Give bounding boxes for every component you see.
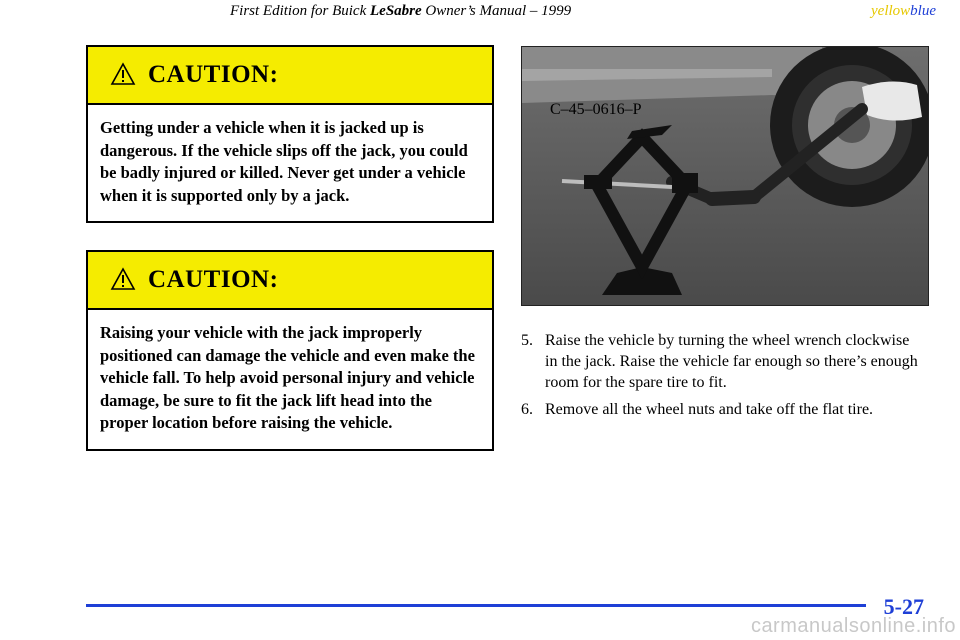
- title-model: LeSabre: [370, 3, 422, 19]
- footer-rule: [86, 604, 866, 607]
- title-suffix: Owner’s Manual – 1999: [421, 3, 572, 19]
- instruction-steps: [521, 330, 921, 426]
- caution-box-jack-position: [86, 250, 494, 451]
- warning-triangle-icon: [110, 62, 136, 86]
- figure-code: C–45–0616–P: [550, 101, 642, 118]
- title-prefix: First Edition for Buick: [230, 3, 370, 19]
- caution-text: Getting under a vehicle when it is jacked up is dangerous. If the vehicle slips off the jack, you could be badly injured or killed. Never get under a vehicle when it is supported only by a jack.: [100, 118, 468, 205]
- caution-text: Raising your vehicle with the jack improperly positioned can damage the vehicle and even make the vehicle fall. To help avoid personal injury and vehicle damage, be sure to fit the jack lift head into the proper location before raising the vehicle.: [100, 323, 475, 432]
- manual-title: [230, 3, 571, 20]
- yellow-mark: yellow: [871, 3, 911, 19]
- list-item: [521, 330, 921, 393]
- caution-header-bar: [88, 47, 492, 105]
- jack-wrench-illustration: [522, 47, 928, 305]
- warning-triangle-icon: [110, 267, 136, 291]
- watermark: carmanualsonline.info: [750, 615, 956, 637]
- caution-label: CAUTION:: [148, 266, 279, 293]
- page-number: 5-27: [883, 594, 924, 619]
- step-text: Raise the vehicle by turning the wheel wrench clockwise in the jack. Raise the vehicle far enough so there’s enough room for the spare tire to fit.: [545, 332, 918, 391]
- color-proof-marks: [871, 3, 936, 20]
- step-number: 6.: [521, 401, 533, 418]
- blue-mark: blue: [910, 3, 936, 19]
- step-text: Remove all the wheel nuts and take off the flat tire.: [545, 401, 874, 418]
- step-number: 5.: [521, 332, 533, 349]
- caution-box-jack-safety: [86, 45, 494, 223]
- jack-photo: [521, 46, 929, 306]
- caution-header-bar: [88, 252, 492, 310]
- list-item: [521, 399, 921, 420]
- running-header: [0, 0, 960, 24]
- caution-label: CAUTION:: [148, 61, 279, 88]
